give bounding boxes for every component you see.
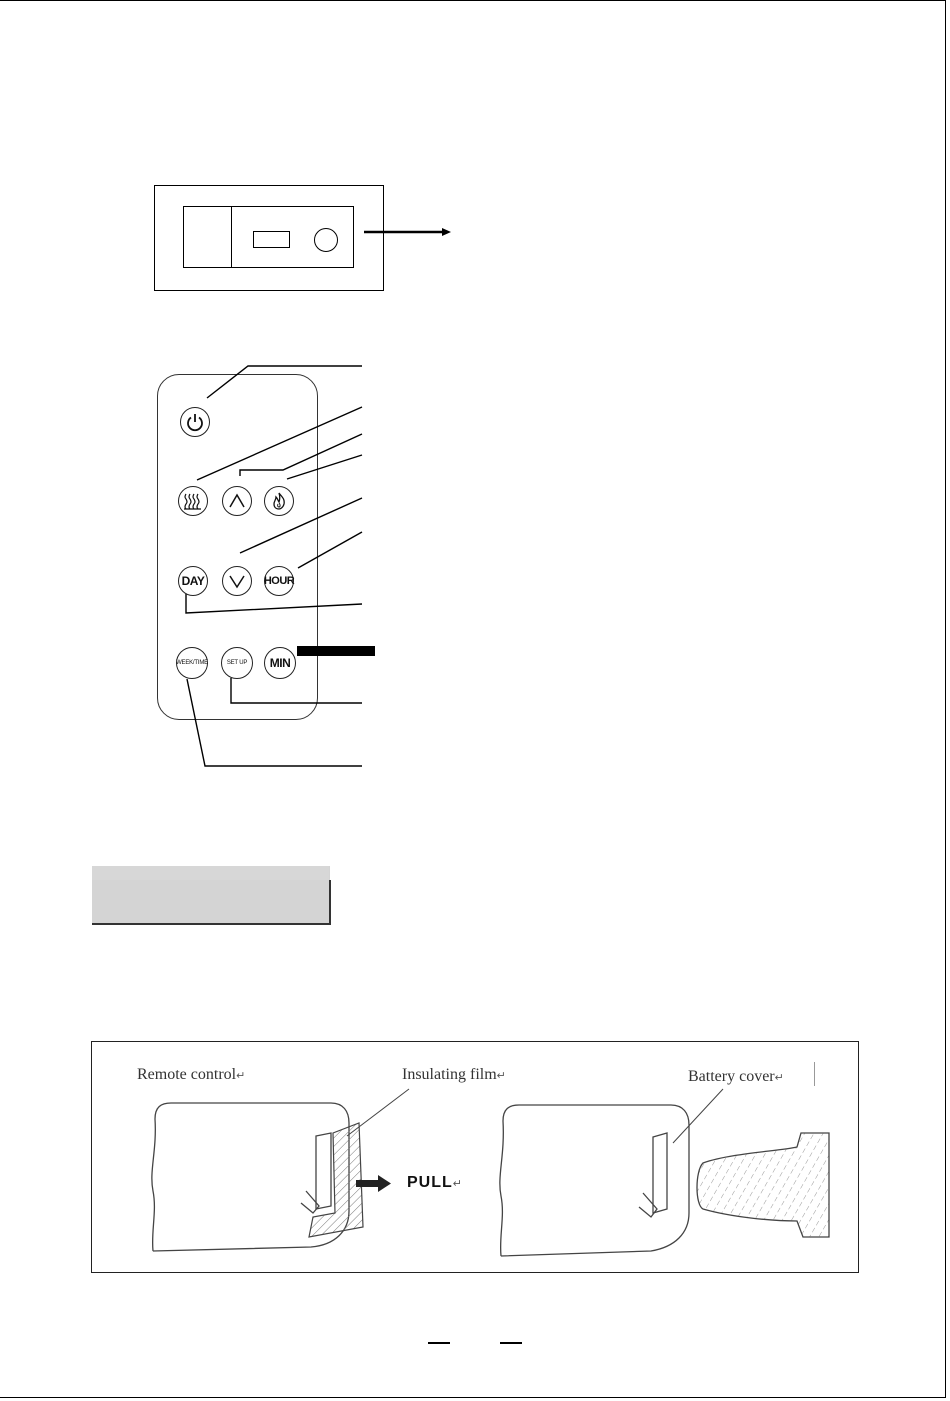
min-button-label: MIN <box>269 656 291 670</box>
callout-flame <box>287 455 362 479</box>
callout-heat <box>197 407 362 480</box>
remote-control-label: Remote control↵ <box>137 1066 246 1083</box>
heat-button[interactable] <box>178 486 208 516</box>
battery-cover-label: Battery cover↵ <box>688 1068 784 1085</box>
week-time-button[interactable] <box>176 647 208 679</box>
page-number-rule-right <box>500 1342 522 1344</box>
callout-down <box>240 498 362 553</box>
heat-waves-icon <box>182 491 204 511</box>
cover-leader-line <box>673 1089 723 1143</box>
down-button[interactable] <box>222 566 252 596</box>
remote-right-drawing <box>500 1105 689 1256</box>
min-callout-bar <box>297 646 375 656</box>
pull-label: PULL↵ <box>407 1174 463 1191</box>
flame-button[interactable] <box>264 486 294 516</box>
page-number-rule-left <box>428 1342 450 1344</box>
day-button-label: DAY <box>181 574 205 588</box>
section-heading-rightedge <box>329 880 331 925</box>
flame-icon <box>270 491 288 511</box>
battery-cover-piece <box>697 1133 829 1237</box>
min-button[interactable] <box>264 647 296 679</box>
hour-button[interactable] <box>264 566 294 596</box>
up-button[interactable] <box>222 486 252 516</box>
insulating-film <box>309 1123 363 1237</box>
callout-week-time <box>187 679 362 766</box>
down-arrow-icon <box>228 572 246 590</box>
power-button[interactable] <box>180 407 210 437</box>
day-button[interactable] <box>178 566 208 596</box>
insulating-film-label: Insulating film↵ <box>402 1066 506 1083</box>
callout-day <box>186 594 362 613</box>
up-arrow-icon <box>228 492 246 510</box>
film-leader-line <box>347 1089 409 1136</box>
week-time-button-label: WEEK/TIME <box>176 660 208 666</box>
battery-illustration <box>91 1041 859 1273</box>
section-heading-box <box>92 866 330 924</box>
callout-setup <box>231 678 362 703</box>
section-heading-underline <box>92 923 330 925</box>
callout-hour <box>298 532 362 568</box>
callout-up <box>240 434 362 476</box>
power-icon <box>185 412 205 432</box>
hour-button-label: HOUR <box>263 575 295 587</box>
callout-power <box>207 366 362 398</box>
set-up-button[interactable] <box>221 647 253 679</box>
set-up-button-label: SET UP <box>226 660 248 666</box>
